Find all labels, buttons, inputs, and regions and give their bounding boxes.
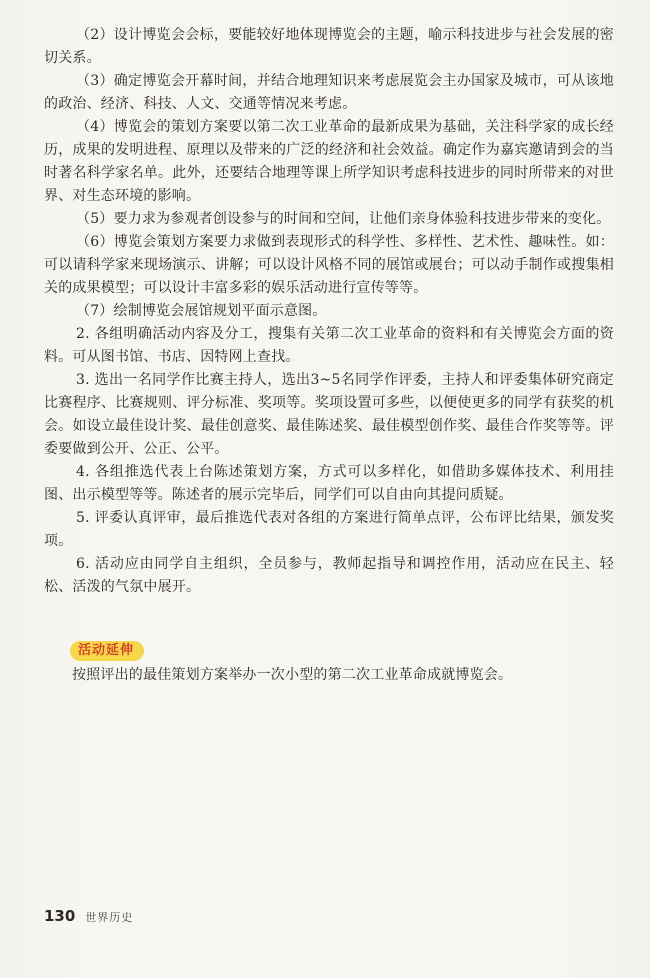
paragraph-3-opening-time: （3）确定博览会开幕时间，并结合地理知识来考虑展览会主办国家及城市，可从该地的政治、经济、科技、人文、交通等情况来考虑。 [44, 73, 614, 112]
activity-extension-section [70, 639, 144, 661]
step-6-organization: 6. 活动应由同学自主组织，全员参与，教师起指导和调控作用，活动应在民主、轻松、活泼的气氛中展开。 [44, 556, 614, 595]
page-number: 130 [44, 907, 76, 925]
step-2-task-division: 2. 各组明确活动内容及分工，搜集有关第二次工业革命的资料和有关博览会方面的资料。可从图书馆、书店、因特网上查找。 [44, 326, 614, 365]
step-3-host-judges: 3. 选出一名同学作比赛主持人，选出3~5名同学作评委，主持人和评委集体研究商定比赛程序、比赛规则、评分标准、奖项等。奖项设置可多些，以便使更多的同学有获奖的机会。如设立最佳设计奖、最佳创意奖、最佳陈述奖、最佳模型创作奖、最佳合作奖等等。评委要做到公开、公正、公平。 [44, 372, 614, 457]
activity-extension-text: 按照评出的最佳策划方案举办一次小型的第二次工业革命成就博览会。 [72, 667, 513, 683]
paragraph-2-emblem: （2）设计博览会会标，要能较好地体现博览会的主题，喻示科技进步与社会发展的密切关系。 [44, 27, 614, 66]
book-title: 世界历史 [85, 911, 134, 924]
paragraph-6-presentation-forms: （6）博览会策划方案要力求做到表现形式的科学性、多样性、艺术性、趣味性。如：可以请科学家来现场演示、讲解；可以设计风格不同的展馆或展台；可以动手制作或搜集相关的成果模型；可以设计丰富多彩的娱乐活动进行宣传等等。 [44, 234, 614, 296]
main-text [44, 24, 614, 599]
page-footer [44, 907, 133, 925]
step-4-presentation: 4. 各组推选代表上台陈述策划方案，方式可以多样化，如借助多媒体技术、利用挂图、出示模型等等。陈述者的展示完毕后，同学们可以自由向其提问质疑。 [44, 464, 614, 503]
activity-extension-badge: 活动延伸 [70, 641, 144, 661]
step-5-review: 5. 评委认真评审，最后推选代表对各组的方案进行简单点评，公布评比结果，颁发奖项。 [44, 510, 614, 549]
paragraph-5-participation: （5）要力求为参观者创设参与的时间和空间，让他们亲身体验科技进步带来的变化。 [76, 211, 611, 227]
paragraph-4-plan-basis: （4）博览会的策划方案要以第二次工业革命的最新成果为基础，关注科学家的成长经历，成果的发明进程、原理以及带来的广泛的经济和社会效益。确定作为嘉宾邀请到会的当时著名科学家名单。此外，还要结合地理等课上所学知识考虑科技进步的同时所带来的对世界、对生态环境的影响。 [44, 119, 614, 204]
paragraph-7-floor-plan: （7）绘制博览会展馆规划平面示意图。 [76, 303, 327, 319]
